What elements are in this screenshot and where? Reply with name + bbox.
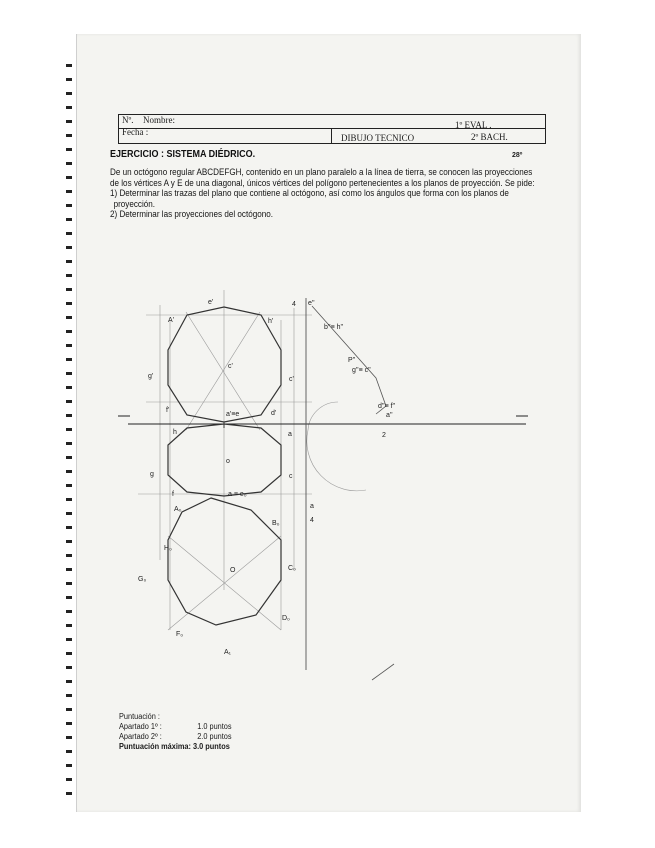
part2-label: Apartado 2º : (119, 732, 162, 741)
label-d-prime: d' (271, 410, 277, 417)
label-b-zero: B₀ (272, 520, 280, 527)
label-h-prime: h' (268, 318, 274, 325)
label-f-horizontal: f (172, 491, 174, 498)
label-a-e-prime: a'≡e (226, 411, 240, 418)
label-a-prime: A' (168, 317, 175, 324)
statement-line: 1) Determinar las trazas del plano que contiene al octógono, así como los ángulos que forma con los planos de (110, 188, 509, 198)
label-c-prime-b: c' (289, 376, 294, 383)
label-g-c-double: g''≡ c'' (352, 367, 371, 374)
course-label: 2º BACH. (471, 132, 508, 142)
statement-line: 2) Determinar las proyecciones del octógono. (110, 209, 273, 219)
label-c-zero: C₀ (288, 565, 296, 572)
exercise-statement (110, 167, 551, 220)
numero-label: Nº. (122, 115, 134, 125)
label-h-horizontal: h (173, 429, 177, 436)
label-o-zero: O (230, 567, 236, 574)
label-a-one: A₁ (224, 649, 232, 656)
octagon-rabatted (168, 498, 281, 625)
statement-line: de los vértices A y E de una diagonal, únicos vértices del polígono pertenecientes a los planos de proyección. Se pide: (110, 177, 535, 188)
label-f-prime: f' (166, 407, 170, 414)
evaluation-label: 1º EVAL . (455, 120, 492, 130)
label-e-double: e'' (308, 300, 315, 307)
part1-value: 1.0 puntos (197, 722, 232, 731)
label-a-zero: A₀ (174, 506, 182, 513)
label-c-prime: c' (228, 363, 233, 370)
spiral-binding (66, 64, 76, 804)
label-side-a: a (310, 503, 314, 510)
label-side-four: 4 (310, 517, 314, 524)
label-f-zero: F₀ (176, 631, 184, 638)
octagon-vertical (168, 307, 281, 422)
label-g-zero: G₀ (138, 576, 147, 583)
scoring-block (119, 712, 232, 752)
label-a-double: a'' (386, 412, 393, 419)
statement-line: De un octógono regular ABCDEFGH, contenido en un plano paralelo a la línea de tierra, se conocen las proyecciones (110, 167, 533, 177)
exercise-number: 28º (512, 152, 523, 159)
header-table (118, 114, 546, 144)
label-d-f-double: d''≡ f'' (378, 403, 396, 410)
label-two: 2 (382, 432, 386, 439)
label-p-double: P'' (348, 357, 356, 364)
fecha-label: Fecha : (122, 127, 149, 137)
label-c-horizontal: c (289, 473, 293, 480)
label-e-prime: e' (208, 299, 214, 306)
label-d-zero: D₀ (282, 615, 290, 622)
label-a-e-horizontal: a ≡ e₀ (228, 491, 247, 498)
exercise-title: EJERCICIO : SISTEMA DIÉDRICO. (110, 149, 256, 160)
label-h-zero: H₀ (164, 545, 172, 552)
label-o-horizontal: o (226, 458, 230, 465)
label-four: 4 (292, 301, 296, 308)
scoring-title: Puntuación : (119, 712, 160, 721)
part2-value: 2.0 puntos (197, 732, 232, 741)
dihedral-drawing (76, 250, 580, 690)
label-g-horizontal: g (150, 471, 154, 478)
max-score: Puntuación máxima: 3.0 puntos (119, 742, 230, 751)
construction-lines (138, 290, 366, 630)
label-b-h-double: b''≡ h'' (324, 324, 344, 331)
label-g-prime: g' (148, 373, 154, 380)
nombre-label: Nombre: (143, 115, 175, 125)
part1-label: Apartado 1º : (119, 722, 162, 731)
statement-line: proyección. (113, 198, 156, 209)
octagon-horizontal (168, 424, 281, 496)
label-a-horizontal: a (288, 431, 292, 438)
subject-label: DIBUJO TECNICO (341, 133, 415, 143)
